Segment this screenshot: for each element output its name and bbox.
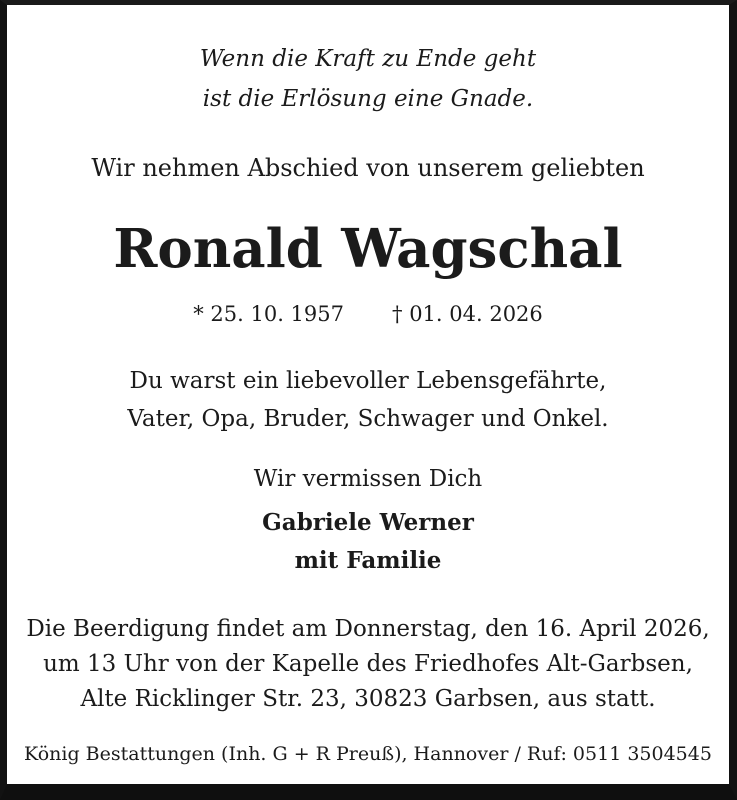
epigraph-line-1: Wenn die Kraft zu Ende geht — [199, 46, 537, 72]
funeral-line-2: um 13 Uhr von der Kapelle des Friedhofes Alt-Garbsen, — [43, 651, 693, 677]
funeral-line-3: Alte Ricklinger Str. 23, 30823 Garbsen, aus statt. — [80, 686, 656, 712]
undertaker-line: König Bestattungen (Inh. G + R Preuß), Hannover / Ruf: 0511 3504545 — [24, 743, 712, 765]
dates-row — [7, 297, 729, 331]
funeral-line-1: Die Beerdigung findet am Donnerstag, den 16. April 2026, — [26, 616, 710, 642]
tribute-line-2: Vater, Opa, Bruder, Schwager und Onkel. — [127, 406, 609, 432]
funeral-details — [7, 612, 729, 717]
mourner-name: Gabriele Werner — [262, 509, 474, 536]
farewell-line: Wir vermissen Dich — [253, 466, 483, 492]
mourners — [7, 504, 729, 580]
birth-date — [193, 297, 344, 331]
died-cross-icon: † — [392, 302, 403, 326]
birth-date-value: 25. 10. 1957 — [210, 302, 344, 326]
intro-line: Wir nehmen Abschied von unserem geliebten — [91, 154, 645, 182]
tribute-line-1: Du warst ein liebevoller Lebensgefährte, — [129, 368, 607, 394]
death-date-value: 01. 04. 2026 — [409, 302, 543, 326]
mourner-family: mit Familie — [294, 547, 442, 574]
tribute — [7, 362, 729, 438]
deceased-name: Ronald Wagschal — [113, 218, 623, 280]
born-star-icon: * — [193, 302, 204, 326]
death-date — [392, 297, 543, 331]
epigraph-line-2: ist die Erlösung eine Gnade. — [202, 86, 534, 112]
epigraph — [7, 39, 729, 119]
